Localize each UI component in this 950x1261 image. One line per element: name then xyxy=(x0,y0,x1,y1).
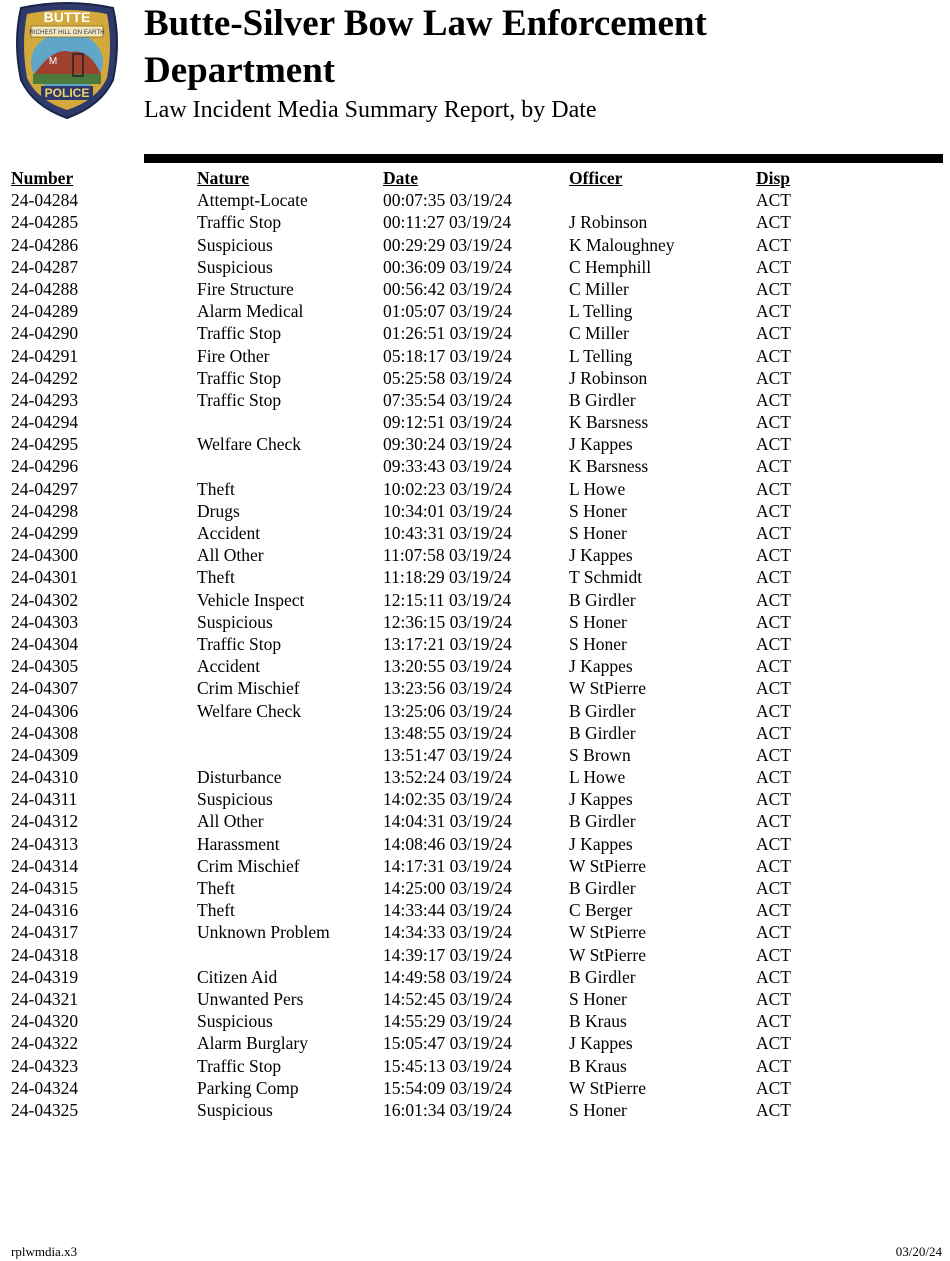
cell-number: 24-04325 xyxy=(11,1099,79,1120)
cell-disp: ACT xyxy=(756,256,791,277)
cell-number: 24-04287 xyxy=(11,256,79,277)
cell-officer: T Schmidt xyxy=(569,567,643,588)
table-row xyxy=(11,500,941,522)
cell-disp: ACT xyxy=(756,478,791,499)
cell-nature: Welfare Check xyxy=(197,700,302,721)
cell-officer: K Maloughney xyxy=(569,234,675,255)
police-badge-logo xyxy=(13,2,121,120)
cell-nature xyxy=(197,744,383,766)
cell-disp: ACT xyxy=(756,922,791,943)
cell-nature: Vehicle Inspect xyxy=(197,589,305,610)
table-row xyxy=(11,611,941,633)
table-row xyxy=(11,677,941,699)
cell-number: 24-04299 xyxy=(11,523,79,543)
cell-date: 15:54:09 03/19/24 xyxy=(383,1077,512,1098)
cell-officer: S Honer xyxy=(569,611,627,632)
cell-disp: ACT xyxy=(756,567,791,588)
cell-number: 24-04324 xyxy=(11,1077,79,1098)
cell-officer: C Miller xyxy=(569,323,629,344)
table-row xyxy=(11,944,941,966)
cell-disp: ACT xyxy=(756,1033,791,1054)
badge-top-text: BUTTE xyxy=(43,9,91,25)
table-row xyxy=(11,455,941,477)
table-row xyxy=(11,744,941,766)
table-row xyxy=(11,389,941,411)
cell-date: 14:33:44 03/19/24 xyxy=(383,900,512,921)
table-row xyxy=(11,1010,941,1032)
table-row xyxy=(11,234,941,256)
cell-officer: B Girdler xyxy=(569,722,636,743)
cell-number: 24-04302 xyxy=(11,589,79,610)
cell-officer: L Howe xyxy=(569,478,626,499)
cell-number: 24-04293 xyxy=(11,389,79,410)
cell-officer: W StPierre xyxy=(569,1077,646,1098)
cell-date: 14:52:45 03/19/24 xyxy=(383,988,512,1009)
cell-number: 24-04318 xyxy=(11,944,79,965)
cell-date: 14:39:17 03/19/24 xyxy=(383,944,512,965)
table-header-row xyxy=(11,167,941,189)
cell-number: 24-04284 xyxy=(11,190,79,211)
cell-number: 24-04292 xyxy=(11,367,79,388)
cell-nature: Traffic Stop xyxy=(197,389,282,410)
cell-disp: ACT xyxy=(756,212,791,233)
cell-disp: ACT xyxy=(756,811,791,832)
cell-nature xyxy=(197,722,383,744)
cell-date: 00:56:42 03/19/24 xyxy=(383,278,512,299)
cell-disp: ACT xyxy=(756,988,791,1009)
table-row xyxy=(11,367,941,389)
table-row xyxy=(11,899,941,921)
cell-number: 24-04298 xyxy=(11,500,79,521)
cell-nature: Alarm Burglary xyxy=(197,1033,308,1054)
table-row xyxy=(11,278,941,300)
cell-date: 11:18:29 03/19/24 xyxy=(383,567,512,588)
cell-nature: Harassment xyxy=(197,833,280,854)
cell-officer: S Honer xyxy=(569,500,627,521)
cell-number: 24-04288 xyxy=(11,278,79,299)
cell-officer: S Honer xyxy=(569,1099,627,1120)
cell-nature: Theft xyxy=(197,900,235,921)
table-row xyxy=(11,788,941,810)
cell-nature: Suspicious xyxy=(197,789,273,810)
cell-disp: ACT xyxy=(756,633,791,654)
cell-disp: ACT xyxy=(756,722,791,743)
cell-nature: Drugs xyxy=(197,500,240,521)
table-row xyxy=(11,1032,941,1054)
page-title-line2: Department xyxy=(144,50,336,91)
cell-nature: Traffic Stop xyxy=(197,367,282,388)
cell-date: 13:51:47 03/19/24 xyxy=(383,744,512,765)
cell-nature: Suspicious xyxy=(197,256,273,277)
cell-date: 13:48:55 03/19/24 xyxy=(383,722,512,743)
table-row xyxy=(11,256,941,278)
cell-number: 24-04291 xyxy=(11,345,79,366)
table-row xyxy=(11,189,941,211)
cell-date: 00:07:35 03/19/24 xyxy=(383,190,512,211)
cell-number: 24-04313 xyxy=(11,833,79,854)
cell-nature: Unwanted Pers xyxy=(197,988,304,1009)
cell-officer: L Telling xyxy=(569,345,633,366)
badge-emblem-letter: M xyxy=(48,56,58,67)
cell-disp: ACT xyxy=(756,1077,791,1098)
cell-number: 24-04306 xyxy=(11,700,79,721)
cell-number: 24-04323 xyxy=(11,1055,79,1076)
cell-officer: W StPierre xyxy=(569,855,646,876)
column-header-disp: Disp xyxy=(756,168,791,188)
cell-disp: ACT xyxy=(756,434,791,455)
cell-nature: Theft xyxy=(197,567,235,588)
cell-number: 24-04319 xyxy=(11,966,79,987)
cell-disp: ACT xyxy=(756,678,791,699)
table-row xyxy=(11,211,941,233)
cell-disp: ACT xyxy=(756,966,791,987)
table-body xyxy=(11,189,941,1121)
cell-officer xyxy=(569,189,756,211)
table-row xyxy=(11,1055,941,1077)
cell-number: 24-04312 xyxy=(11,811,79,832)
cell-date: 12:15:11 03/19/24 xyxy=(383,589,512,610)
cell-date: 09:12:51 03/19/24 xyxy=(383,412,512,433)
cell-number: 24-04307 xyxy=(11,678,79,699)
cell-number: 24-04321 xyxy=(11,988,79,1009)
incident-table xyxy=(11,167,941,1121)
cell-officer: J Kappes xyxy=(569,833,633,854)
cell-disp: ACT xyxy=(756,1099,791,1120)
cell-disp: ACT xyxy=(756,1055,791,1076)
cell-officer: B Girdler xyxy=(569,389,636,410)
cell-date: 10:02:23 03/19/24 xyxy=(383,478,512,499)
cell-disp: ACT xyxy=(756,234,791,255)
column-header-officer: Officer xyxy=(569,168,623,188)
table-row xyxy=(11,722,941,744)
table-row xyxy=(11,988,941,1010)
cell-nature xyxy=(197,944,383,966)
cell-nature: All Other xyxy=(197,811,264,832)
cell-nature: Attempt-Locate xyxy=(197,190,308,211)
cell-disp: ACT xyxy=(756,611,791,632)
cell-nature: Suspicious xyxy=(197,234,273,255)
cell-date: 16:01:34 03/19/24 xyxy=(383,1099,512,1120)
cell-nature: Accident xyxy=(197,523,261,543)
cell-number: 24-04308 xyxy=(11,722,79,743)
cell-date: 09:33:43 03/19/24 xyxy=(383,456,512,477)
table-row xyxy=(11,655,941,677)
cell-number: 24-04320 xyxy=(11,1011,79,1032)
badge-bottom-text: POLICE xyxy=(44,86,90,100)
cell-number: 24-04317 xyxy=(11,922,79,943)
cell-officer: B Kraus xyxy=(569,1055,627,1076)
cell-officer: J Kappes xyxy=(569,656,633,677)
cell-disp: ACT xyxy=(756,789,791,810)
cell-officer: B Girdler xyxy=(569,811,636,832)
table-row xyxy=(11,833,941,855)
cell-date: 13:23:56 03/19/24 xyxy=(383,678,512,699)
cell-date: 05:18:17 03/19/24 xyxy=(383,345,512,366)
cell-nature: Alarm Medical xyxy=(197,301,304,322)
cell-officer: L Howe xyxy=(569,767,626,788)
cell-number: 24-04303 xyxy=(11,611,79,632)
cell-officer: B Kraus xyxy=(569,1011,627,1032)
table-row xyxy=(11,589,941,611)
cell-date: 14:04:31 03/19/24 xyxy=(383,811,512,832)
cell-date: 13:17:21 03/19/24 xyxy=(383,633,512,654)
cell-officer: W StPierre xyxy=(569,922,646,943)
table-row xyxy=(11,478,941,500)
table-row xyxy=(11,300,941,322)
cell-nature: Welfare Check xyxy=(197,434,302,455)
cell-disp: ACT xyxy=(756,833,791,854)
cell-disp: ACT xyxy=(756,389,791,410)
table-row xyxy=(11,411,941,433)
table-row xyxy=(11,633,941,655)
cell-date: 14:02:35 03/19/24 xyxy=(383,789,512,810)
cell-nature: All Other xyxy=(197,545,264,566)
cell-number: 24-04301 xyxy=(11,567,79,588)
cell-disp: ACT xyxy=(756,523,791,543)
cell-number: 24-04289 xyxy=(11,301,79,322)
cell-disp: ACT xyxy=(756,345,791,366)
cell-date: 13:25:06 03/19/24 xyxy=(383,700,512,721)
cell-nature: Fire Structure xyxy=(197,278,294,299)
table-row xyxy=(11,700,941,722)
cell-number: 24-04322 xyxy=(11,1033,79,1054)
cell-officer: J Kappes xyxy=(569,434,633,455)
cell-officer: K Barsness xyxy=(569,412,649,433)
column-header-date: Date xyxy=(383,168,418,188)
cell-date: 14:17:31 03/19/24 xyxy=(383,855,512,876)
cell-date: 12:36:15 03/19/24 xyxy=(383,611,512,632)
cell-date: 14:55:29 03/19/24 xyxy=(383,1011,512,1032)
badge-ribbon-text: RICHEST HILL ON EARTH xyxy=(29,29,105,36)
cell-number: 24-04314 xyxy=(11,855,79,876)
cell-disp: ACT xyxy=(756,190,791,211)
cell-number: 24-04315 xyxy=(11,878,79,898)
table-row xyxy=(11,921,941,943)
cell-officer: B Girdler xyxy=(569,589,636,610)
cell-disp: ACT xyxy=(756,744,791,765)
table-row xyxy=(11,566,941,588)
cell-nature: Traffic Stop xyxy=(197,633,282,654)
cell-date: 14:08:46 03/19/24 xyxy=(383,833,512,854)
cell-nature: Parking Comp xyxy=(197,1077,299,1098)
cell-date: 14:49:58 03/19/24 xyxy=(383,966,512,987)
cell-nature: Theft xyxy=(197,878,235,898)
cell-officer: S Brown xyxy=(569,744,631,765)
cell-nature: Fire Other xyxy=(197,345,270,366)
badge-emblem-ground xyxy=(33,74,101,84)
cell-disp: ACT xyxy=(756,301,791,322)
cell-date: 15:45:13 03/19/24 xyxy=(383,1055,512,1076)
column-header-nature: Nature xyxy=(197,168,250,188)
cell-officer: C Berger xyxy=(569,900,633,921)
cell-date: 15:05:47 03/19/24 xyxy=(383,1033,512,1054)
table-row xyxy=(11,1099,941,1121)
cell-number: 24-04310 xyxy=(11,767,79,788)
cell-date: 00:11:27 03/19/24 xyxy=(383,212,512,233)
cell-number: 24-04311 xyxy=(11,789,78,810)
table-row xyxy=(11,855,941,877)
cell-officer: C Hemphill xyxy=(569,256,652,277)
table-row xyxy=(11,322,941,344)
cell-nature: Traffic Stop xyxy=(197,1055,282,1076)
cell-disp: ACT xyxy=(756,367,791,388)
report-code: rplwmdia.x3 xyxy=(11,1244,78,1259)
cell-disp: ACT xyxy=(756,278,791,299)
table-row xyxy=(11,966,941,988)
cell-nature: Suspicious xyxy=(197,611,273,632)
cell-officer: B Girdler xyxy=(569,878,636,898)
table-row xyxy=(11,877,941,899)
cell-disp: ACT xyxy=(756,412,791,433)
cell-date: 11:07:58 03/19/24 xyxy=(383,545,512,566)
cell-officer: J Kappes xyxy=(569,545,633,566)
cell-number: 24-04295 xyxy=(11,434,79,455)
cell-officer: J Kappes xyxy=(569,1033,633,1054)
page-subtitle: Law Incident Media Summary Report, by Date xyxy=(144,97,597,123)
cell-disp: ACT xyxy=(756,700,791,721)
cell-date: 00:36:09 03/19/24 xyxy=(383,256,512,277)
cell-disp: ACT xyxy=(756,944,791,965)
cell-number: 24-04300 xyxy=(11,545,79,566)
cell-date: 00:29:29 03/19/24 xyxy=(383,234,512,255)
cell-nature xyxy=(197,455,383,477)
cell-number: 24-04297 xyxy=(11,478,79,499)
cell-date: 10:43:31 03/19/24 xyxy=(383,523,512,543)
cell-disp: ACT xyxy=(756,656,791,677)
table-row xyxy=(11,345,941,367)
cell-officer: S Honer xyxy=(569,523,627,543)
cell-nature: Crim Mischief xyxy=(197,855,300,876)
cell-number: 24-04294 xyxy=(11,412,79,433)
cell-officer: L Telling xyxy=(569,301,633,322)
cell-date: 09:30:24 03/19/24 xyxy=(383,434,512,455)
cell-officer: W StPierre xyxy=(569,678,646,699)
cell-disp: ACT xyxy=(756,589,791,610)
cell-nature: Traffic Stop xyxy=(197,212,282,233)
cell-date: 10:34:01 03/19/24 xyxy=(383,500,512,521)
cell-officer: S Honer xyxy=(569,988,627,1009)
cell-nature: Unknown Problem xyxy=(197,922,330,943)
table-row xyxy=(11,1077,941,1099)
cell-officer: K Barsness xyxy=(569,456,649,477)
cell-disp: ACT xyxy=(756,456,791,477)
cell-nature xyxy=(197,411,383,433)
cell-nature: Suspicious xyxy=(197,1011,273,1032)
cell-number: 24-04305 xyxy=(11,656,79,677)
cell-nature: Disturbance xyxy=(197,767,282,788)
cell-officer: B Girdler xyxy=(569,700,636,721)
page-title-line1: Butte-Silver Bow Law Enforcement xyxy=(144,3,707,44)
cell-number: 24-04285 xyxy=(11,212,79,233)
cell-date: 13:20:55 03/19/24 xyxy=(383,656,512,677)
cell-officer: J Kappes xyxy=(569,789,633,810)
cell-date: 07:35:54 03/19/24 xyxy=(383,389,512,410)
cell-date: 05:25:58 03/19/24 xyxy=(383,367,512,388)
column-header-number: Number xyxy=(11,168,74,188)
table-row xyxy=(11,433,941,455)
cell-number: 24-04296 xyxy=(11,456,79,477)
cell-officer: S Honer xyxy=(569,633,627,654)
header-divider xyxy=(144,154,943,163)
cell-officer: J Robinson xyxy=(569,367,648,388)
table-row xyxy=(11,766,941,788)
cell-officer: C Miller xyxy=(569,278,629,299)
cell-disp: ACT xyxy=(756,545,791,566)
table-row xyxy=(11,544,941,566)
cell-nature: Traffic Stop xyxy=(197,323,282,344)
cell-nature: Theft xyxy=(197,478,235,499)
cell-nature: Crim Mischief xyxy=(197,678,300,699)
cell-number: 24-04290 xyxy=(11,323,79,344)
report-date: 03/20/24 xyxy=(895,1244,942,1259)
cell-officer: B Girdler xyxy=(569,966,636,987)
cell-number: 24-04309 xyxy=(11,744,79,765)
cell-nature: Accident xyxy=(197,656,261,677)
cell-date: 01:26:51 03/19/24 xyxy=(383,323,512,344)
cell-date: 14:34:33 03/19/24 xyxy=(383,922,512,943)
cell-date: 13:52:24 03/19/24 xyxy=(383,767,512,788)
cell-disp: ACT xyxy=(756,500,791,521)
cell-officer: J Robinson xyxy=(569,212,648,233)
cell-disp: ACT xyxy=(756,878,791,898)
cell-disp: ACT xyxy=(756,900,791,921)
cell-number: 24-04286 xyxy=(11,234,79,255)
page-title xyxy=(144,0,707,94)
cell-disp: ACT xyxy=(756,855,791,876)
cell-nature: Citizen Aid xyxy=(197,966,278,987)
cell-date: 14:25:00 03/19/24 xyxy=(383,878,512,898)
cell-disp: ACT xyxy=(756,767,791,788)
cell-number: 24-04316 xyxy=(11,900,79,921)
cell-disp: ACT xyxy=(756,1011,791,1032)
cell-date: 01:05:07 03/19/24 xyxy=(383,301,512,322)
cell-officer: W StPierre xyxy=(569,944,646,965)
cell-nature: Suspicious xyxy=(197,1099,273,1120)
cell-number: 24-04304 xyxy=(11,633,79,654)
table-row xyxy=(11,810,941,832)
cell-disp: ACT xyxy=(756,323,791,344)
table-row xyxy=(11,522,941,544)
